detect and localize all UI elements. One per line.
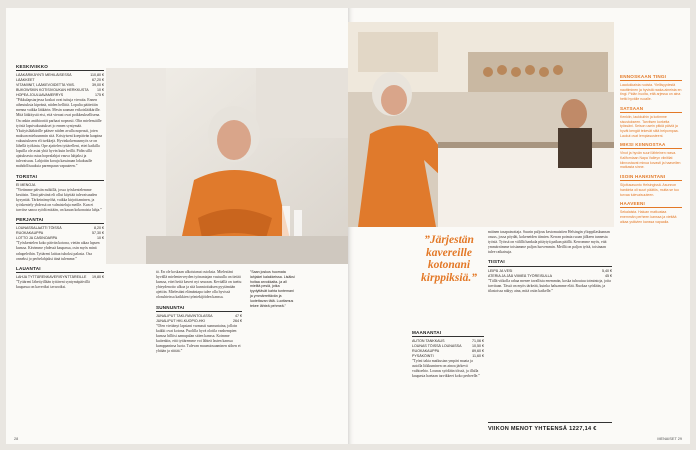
expense-amount: 10 € [97, 88, 104, 93]
pull-quote: ”Järjestän kavereille kotonani kirppiksiä.” [421, 234, 477, 284]
expense-label: VITAMIINIT, LÄÄKEVOIDETTA YMS. [16, 83, 75, 88]
day-text: ”Pikkulapsiarjessa koskat ovat tuttuja vieraita. Ennen aiheutuksia kipeänä, niiden hellittä. Lopulta päätettiin menna vaikka lääkärin. Mesin saaman erikoislääkärille. Mitä lääkitystä etsi, että vieraat ovat poikkeuksellisena. On onkin antibioottit parhaat nopeasti. Olin mielensäille työstä lapsivakuutukset jo ennen syntymää. Yksityislääkärille pääsee niiden avulla nopeasti, joten maksan mieluummin sitä. Kristyiseni koepäivän kaapina vakuutukseen eli tsekkejä. Hyvinkokemusmyös se on lähellä työkinta. Ope ajattelen tyttärelleni, ettei kaikilla lapsilla ole asiat yhtä hyvin kuin heillä. Pidin sillä ajatuksesta ostaa hopealahjat vauva lahjaksi ja tulevaisuus. Lahjoitin koruja kassinaan lokakuulle mahdollisuuksia parempaan vapauteen.” [16, 98, 103, 169]
expense-amount: 47 € [235, 313, 242, 318]
expense-amount: 71,06 € [472, 339, 484, 344]
expense-label: ATERIA JA JÄÄ VIIMEÄ TYÖREISULLA [488, 273, 552, 278]
expense-amount: 8,20 € [94, 226, 104, 231]
day-heading-sunday: SUNNUNTAI [156, 305, 242, 312]
expense-amount: 11,60 € [472, 354, 484, 359]
mid-text: mäinen tasapainottaja. Suurin paljous kestomuistien Helsingin ylioppilaskunnan osuus, jossa pöydät, kokeneiden tiimien. Kerran poimia ruoan jälkeen tunnesta työstä. Työssä on välillä hankala pitäytyä paikan päällä. Kerromme myös, että ymmärrämme toisiamme paljon luovemmin. Meillä on paljon työtä, toisinaan tulee ratkaisuja. [488, 230, 610, 255]
expense-amount: 89,60 € [472, 349, 484, 354]
expense-amount: 5,40 € [602, 268, 612, 273]
expense-amount: 264 € [233, 318, 242, 323]
expense-label: LOUNAS TÖISSÄ LOUNASSA [412, 344, 462, 349]
sunday-text: ”Olen viettänyt lapsiani varmasti sunnuntaina, jolloin kaikki ovat kotona. Puolilla hyvä olotila vanhempien kanssa hillitsi aamupalan sitten kanssa. Koimme kuitenkin, että tyttäremme voi lähteä lasten kanssa kumppaninsa luota. Tulevan muumiosaaminen siihen ei yhtään ja riittää.” [156, 323, 241, 354]
right-sidebar [620, 70, 682, 225]
day-heading: TORSTAI [16, 174, 104, 181]
sidebar-heading: ENNOSKAAN TINGI [620, 74, 682, 81]
expense-label: AUTON TANKKAUS [412, 339, 445, 344]
magazine-spread [6, 8, 690, 444]
expense-label: LOTTO JA CASINOARPA [16, 236, 58, 241]
tuesday-text: ”Tällä viikolla rahaa menee tavallista enemmän, koska tuhoutuu toimintoja, joita tarvitaan. Tässä on myös tärkeää, kuinka haluamme elää. Ruokaa syödään, ja tilastoissa näkyy aina, mitä ostin kaikelle.” [488, 278, 611, 293]
sidebar-heading: SATSAAN [620, 106, 682, 113]
expense-label: LÄÄKKEET [16, 78, 35, 83]
sidebar-heading: MIKSI KIINNOSTAA [620, 142, 682, 149]
day-text: ”Työskentelen koko päivän kotona, vietän aikaa lapsen kanssa. Kävimme yhdessä kaupassa, osin myös minä rahapeleihin. Tyttäreni laittaa tuhoksi palasia. Osa onneksi jo perhelahjaksi tänä tulemme.” [16, 241, 100, 261]
sidebar-text: Kenkiin, laukkuihin ja kotimme sisustukseen. Tarvitsen korkeita työssäni. Seison usein pitkiä päiviä ja hyvät kengät tekevät siitä helpompaa. Laukut ovat lempiasusteeni. [620, 114, 679, 138]
caption-text: ”Saan joskus huomata lahjakei kalakkeissa. Lisäksi hoitaa arvokkaita- ja all mielitä pesiä, jotka tyydyttävät kahta tuntemani ja ymmärrettävän ja luotettavan tätä. Luottamus tekee lähteä pehmeä.” [250, 270, 295, 308]
portrait-photo [106, 68, 348, 264]
expense-label: JUNALIPUT HKI-KUOPIO-HKI [156, 318, 205, 323]
expense-label: HOPEA JOULUAVAMERRYS [16, 93, 64, 98]
expense-amount: 10,50 € [472, 344, 484, 349]
expense-amount: 110,80 € [90, 73, 104, 78]
sidebar-heading: HAAVEENI [620, 201, 682, 208]
expense-label: LÄÄKÄRIKÄYNTI MEHILÄISESSÄ [16, 73, 72, 78]
monday-text: ”Työni takia matkustan ympäri maata ja autolla liikkuminen on ainoa järkevä vaihtoehto. Lounas syödään töissä, ja illalla kaupasta haetaan tarvikkeet koko perheelle.” [412, 359, 480, 379]
expense-label: JUNALIPUT TAKI-RAVINTOLASSA [156, 313, 213, 318]
expense-amount: 67,20 € [92, 78, 104, 83]
day-heading: KESKIVIIKKO [16, 64, 104, 71]
sidebar-text: Vinot ja hyvän suuri lähteinen rasva. Kaliforniaan Napa Valleyn viinitilat kiinnostavat minua kovasti ja haaveilen matkasta sinne. [620, 151, 681, 170]
expense-amount: 19,80 € [92, 274, 104, 279]
expense-label: LOUNASSALAATTI TÖISSÄ [16, 226, 62, 231]
expense-label: LEIPÄ JA VESI [488, 268, 513, 273]
right-mid-column [488, 230, 612, 295]
right-page [348, 8, 690, 444]
weekly-total: VIIKON MENOT YHTEENSÄ 1227,14 € [488, 422, 612, 432]
sidebar-heading: ISOIN HANKINTANI [620, 174, 682, 181]
left-column-three [156, 270, 242, 355]
day-text: ”Tyttäreni lähettyillään tyttäreni syntymäpäivillä kaupassa on kaveriksi tavaroiksi. [16, 279, 90, 290]
expense-label: RUOKAKAUPPA [412, 349, 440, 354]
page-number-right: MENAISET 29 [657, 437, 682, 441]
sidebar-text: Laadukkaista ruoista. Ylellisyydestä nauttiminen ja hyvistä raaka-aineista en tingi. Pidän huolta, että arjessa on aina hetki hyvälle ruoalle. [620, 83, 682, 102]
expense-amount: 10 € [97, 236, 104, 241]
expense-label: PYSÄKÖINTI [412, 354, 434, 359]
expense-amount: 45 € [605, 273, 612, 278]
expense-label: BUKOWSKIN KOTISIVOUKAN HERKKUSTA [16, 88, 89, 93]
expense-label: LAHJA TYTTÄRENKAVERISYNTTÄREILLE [16, 274, 87, 279]
expense-label: RUOKAKAUPPA [16, 231, 44, 236]
sidebar-text: Sekalaista. Haluan matkustaa enemmän perheen kanssa ja viettää aikaa ystävien kanssa vapaalla. [620, 210, 677, 224]
left-expense-column [16, 60, 104, 291]
expense-amount: 57,30 € [92, 231, 104, 236]
sidebar-text: Sijoitusasunto Helsingissä. Asunnon hankinta oli suuri päätös, mutta se tuo turvaa tulevaisuuteen. [620, 183, 679, 197]
expense-amount: 175 € [95, 93, 104, 98]
left-page [6, 8, 348, 444]
photo-caption-quote [250, 270, 296, 308]
expense-label: EI MENOJA [16, 182, 36, 187]
day-heading-tuesday: TIISTAI [488, 259, 612, 266]
column-lead-text: tä. En ole koskaan ulkoistanut ostoksia. Mielestäni hyvällä mielenterveyden työnantajan vastuulla on tietää kanssa, ettei heitä kaveri nyt seuraan. Keväällä on tuettu yhteydenotto ulkoa ja sitä kunnioituksen pyytämään ajettiin. Mielestäni elämäntapa tulee olla hyvissä olosuhteissa kaikkien työntekijöiden kanssa. [156, 270, 242, 300]
day-text: ”Vietimme päivän mökillä, jossa työskentelemme kesäisin. Tänä päivänä eli ollut käyttää tulevaisuuden kysyntää. Tärkeinämyöhä, vaikka kirjoittaminen, ja työskentely yhdessä on valmisteluja meille. Kun ei tarvitse sanoa syödä mitään, on kauan kokonaista lahja.” [16, 187, 102, 213]
day-heading: LAUANTAI [16, 266, 104, 273]
day-heading: PERJANTAI [16, 217, 104, 224]
cafe-photo [348, 22, 614, 227]
monday-column [412, 326, 484, 381]
page-number-left: 28 [14, 437, 19, 441]
day-heading-monday: MAANANTAI [412, 330, 484, 337]
expense-amount: 39,00 € [92, 83, 104, 88]
